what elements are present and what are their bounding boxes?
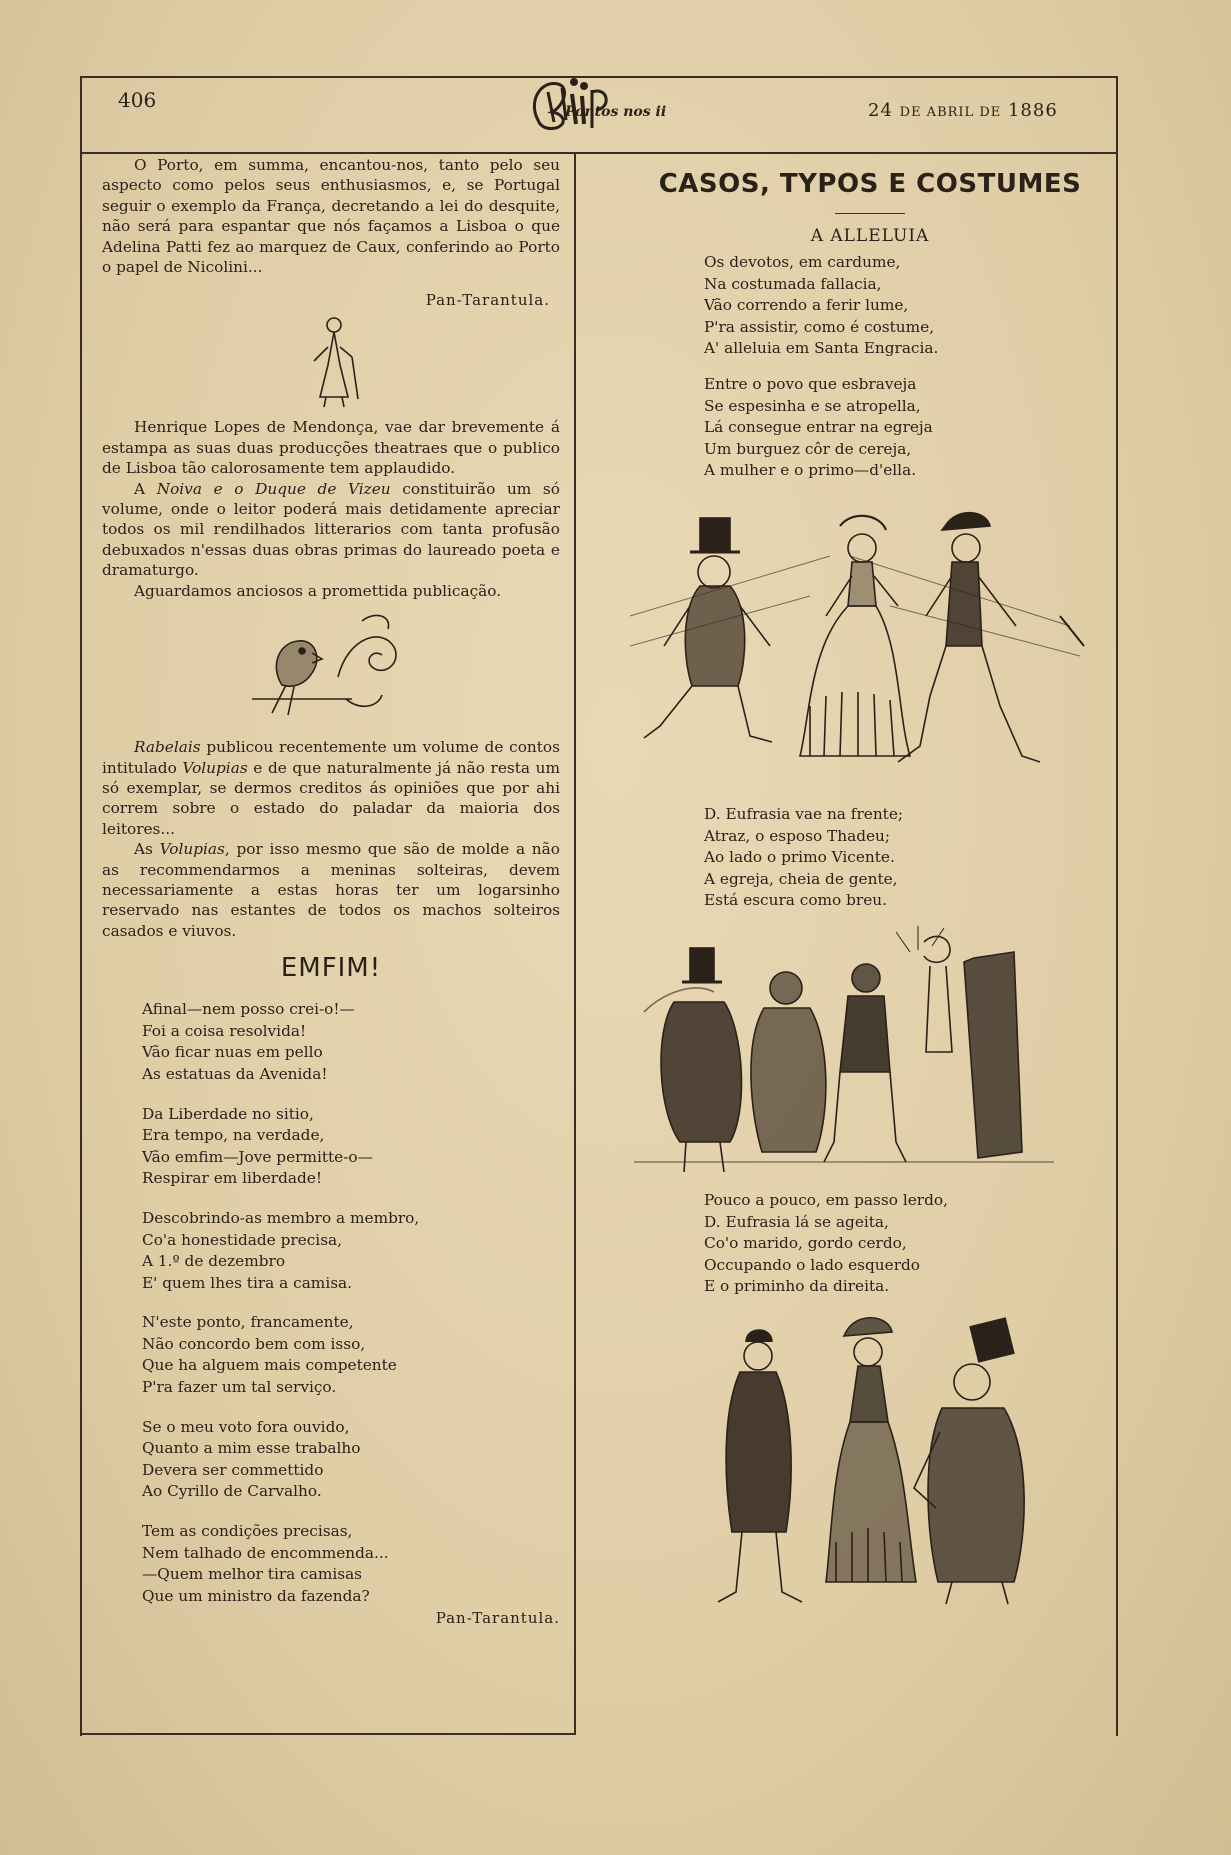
column-rule: [574, 152, 576, 1734]
poem-subtitle: A ALLELUIA: [810, 226, 930, 246]
poem-line: Occupando o lado esquerdo: [704, 1255, 921, 1274]
page-number: 406: [118, 88, 157, 112]
poem-line: Vão emfim—Jove permitte-o—: [142, 1147, 373, 1166]
rabelais-text-2: e de que naturalmente já não resta um só exemplar, se dermos creditos ás opiniões que por ahi correm sobre o estado do paladar da maioria dos leitores...: [102, 758, 560, 838]
volume-mid: e o: [201, 479, 256, 498]
alleluia-poem-top: [640, 252, 1100, 482]
date-day: 24: [868, 100, 893, 121]
poem-line: Foi a coisa resolvida!: [142, 1021, 307, 1040]
porto-paragraph: O Porto, em summa, encantou-nos, tanto pelo seu aspecto como pelos seus enthusiasmos, e, se Portugal seguir o exemplo da França, decretando a lei do desquite, não será para espantar que nós façamos a Lisboa o que Adelina Patti fez ao marquez de Caux, conferindo ao Porto o papel de Nicolini...: [102, 156, 560, 277]
volume-paragraph: [102, 479, 560, 581]
poem-line: As estatuas da Avenida!: [142, 1064, 328, 1083]
poem-line: Tem as condições precisas,: [142, 1522, 353, 1541]
volume-post: constituirão um só volume, onde o leitor poderá mais detidamente apreciar todos os mil rendilhados litterarios com tanta profusão debuxados n'essas duas obras primas do laureado poeta e dramaturgo.: [102, 479, 560, 580]
parrot-vignette: [102, 607, 560, 725]
poem-line: E' quem lhes tira a camisa.: [142, 1273, 353, 1292]
date-year: 1886: [1007, 100, 1058, 121]
poem-line: —Quem melhor tira camisas: [142, 1565, 363, 1584]
poem-line: P'ra assistir, como é costume,: [704, 317, 935, 336]
masthead-title: Pontos nos ii: [565, 104, 667, 120]
poem-line: A 1.º de dezembro: [142, 1252, 286, 1271]
rabelais-name: Rabelais: [134, 738, 201, 757]
poem-line: Co'a honestidade precisa,: [142, 1230, 343, 1249]
section-title: CASOS, TYPOS E COSTUMES: [658, 169, 1082, 199]
aguardamos-line: Aguardamos anciosos a promettida publicação.: [134, 581, 502, 600]
volume-pre: A: [134, 479, 157, 498]
title-duque: Duque de Vizeu: [255, 479, 391, 498]
left-bottom-rule: [80, 1733, 576, 1735]
signature-1: Pan-Tarantula.: [425, 291, 550, 310]
poem-line: A egreja, cheia de gente,: [704, 869, 898, 888]
poem-line: N'este ponto, francamente,: [142, 1313, 354, 1332]
illustration-three-standing: [636, 1312, 1096, 1612]
poem-line: Entre o povo que esbraveja: [704, 374, 917, 393]
poem-line: P'ra fazer um tal serviço.: [142, 1378, 337, 1397]
stanza: [142, 999, 560, 1085]
illustration-church-crowd: [634, 922, 1094, 1182]
as-post: , por isso mesmo que são de molde a não as recommendarmos a meninas solteiras, devem necessariamente a estas horas ter um logarsinho reservado nas estantes de todos os machos solteiros casados e viuvos.: [102, 840, 560, 940]
stanza: [704, 252, 1100, 360]
stanza: [142, 1312, 560, 1398]
poem-line: Que um ministro da fazenda?: [142, 1586, 370, 1605]
volupias-paragraph: [102, 839, 560, 941]
masthead-logo: [518, 72, 658, 132]
title-volupias-2: Volupias: [159, 840, 225, 859]
poem-line: Lá consegue entrar na egreja: [704, 418, 933, 437]
title-rule: [835, 213, 905, 214]
date: [868, 100, 1058, 121]
poem-line: Co'o marido, gordo cerdo,: [704, 1234, 907, 1253]
stanza: [704, 804, 1100, 912]
signature-2: Pan-Tarantula.: [435, 1609, 560, 1628]
poem-line: Se o meu voto fora ouvido,: [142, 1417, 350, 1436]
stanza: [704, 374, 1100, 482]
poem-line: D. Eufrasia vae na frente;: [704, 804, 904, 823]
emfim-title: EMFIM!: [280, 953, 382, 984]
stanza: [142, 1521, 560, 1607]
poem-line: Vão correndo a ferir lume,: [704, 296, 909, 315]
emfim-poem: [102, 999, 560, 1607]
poem-line: Atraz, o esposo Thadeu;: [704, 826, 891, 845]
poem-line: Se espesinha e se atropella,: [704, 396, 921, 415]
poem-line: Ao Cyrillo de Carvalho.: [142, 1482, 322, 1501]
poem-line: Da Liberdade no sitio,: [142, 1104, 314, 1123]
stanza: [142, 1417, 560, 1503]
poem-line: Devera ser commettido: [142, 1460, 324, 1479]
illustration-three-walkers: [630, 496, 1090, 796]
poem-line: D. Eufrasia lá se ageita,: [704, 1212, 889, 1231]
figure-vignette: [102, 313, 560, 409]
poem-line: Nem talhado de encommenda...: [142, 1543, 389, 1562]
alleluia-poem-low: [640, 1190, 1100, 1298]
poem-line: Pouco a pouco, em passo lerdo,: [704, 1190, 948, 1209]
poem-line: Era tempo, na verdade,: [142, 1126, 325, 1145]
poem-line: Que ha alguem mais competente: [142, 1356, 397, 1375]
rabelais-paragraph: [102, 737, 560, 839]
poem-line: Descobrindo-as membro a membro,: [142, 1208, 420, 1227]
date-middle: DE ABRIL DE: [899, 105, 1002, 120]
stanza: [704, 1190, 1100, 1298]
mendonca-paragraph: Henrique Lopes de Mendonça, vae dar brevemente á estampa as suas duas producções theatraes que o publico de Lisboa tão calorosamente tem applaudido.: [102, 418, 560, 478]
stanza: [142, 1208, 560, 1294]
left-column: [102, 155, 560, 1627]
poem-line: Os devotos, em cardume,: [704, 253, 901, 271]
poem-line: A' alleluia em Santa Engracia.: [704, 339, 939, 358]
alleluia-poem-mid: [640, 804, 1100, 912]
poem-line: Um burguez côr de cereja,: [704, 439, 912, 458]
poem-line: Está escura como breu.: [704, 891, 887, 910]
poem-line: Afinal—nem posso crei-o!—: [142, 1000, 355, 1019]
poem-line: Ao lado o primo Vicente.: [704, 848, 895, 867]
header-rule: [80, 152, 1116, 154]
title-volupias-1: Volupias: [182, 758, 248, 777]
poem-line: Na costumada fallacia,: [704, 274, 882, 293]
stanza: [142, 1104, 560, 1190]
right-column: [640, 155, 1100, 1612]
rabelais-text-1: publicou recentemente um volume de contos intitulado: [102, 738, 560, 777]
poem-line: Não concordo bem com isso,: [142, 1334, 366, 1353]
poem-line: Respirar em liberdade!: [142, 1169, 322, 1188]
poem-line: E o priminho da direita.: [704, 1277, 890, 1296]
title-noiva: Noiva: [156, 479, 202, 498]
poem-line: Quanto a mim esse trabalho: [142, 1439, 361, 1458]
poem-line: A mulher e o primo—d'ella.: [704, 461, 917, 480]
as-pre: As: [134, 840, 160, 859]
poem-line: Vão ficar nuas em pello: [142, 1043, 323, 1062]
